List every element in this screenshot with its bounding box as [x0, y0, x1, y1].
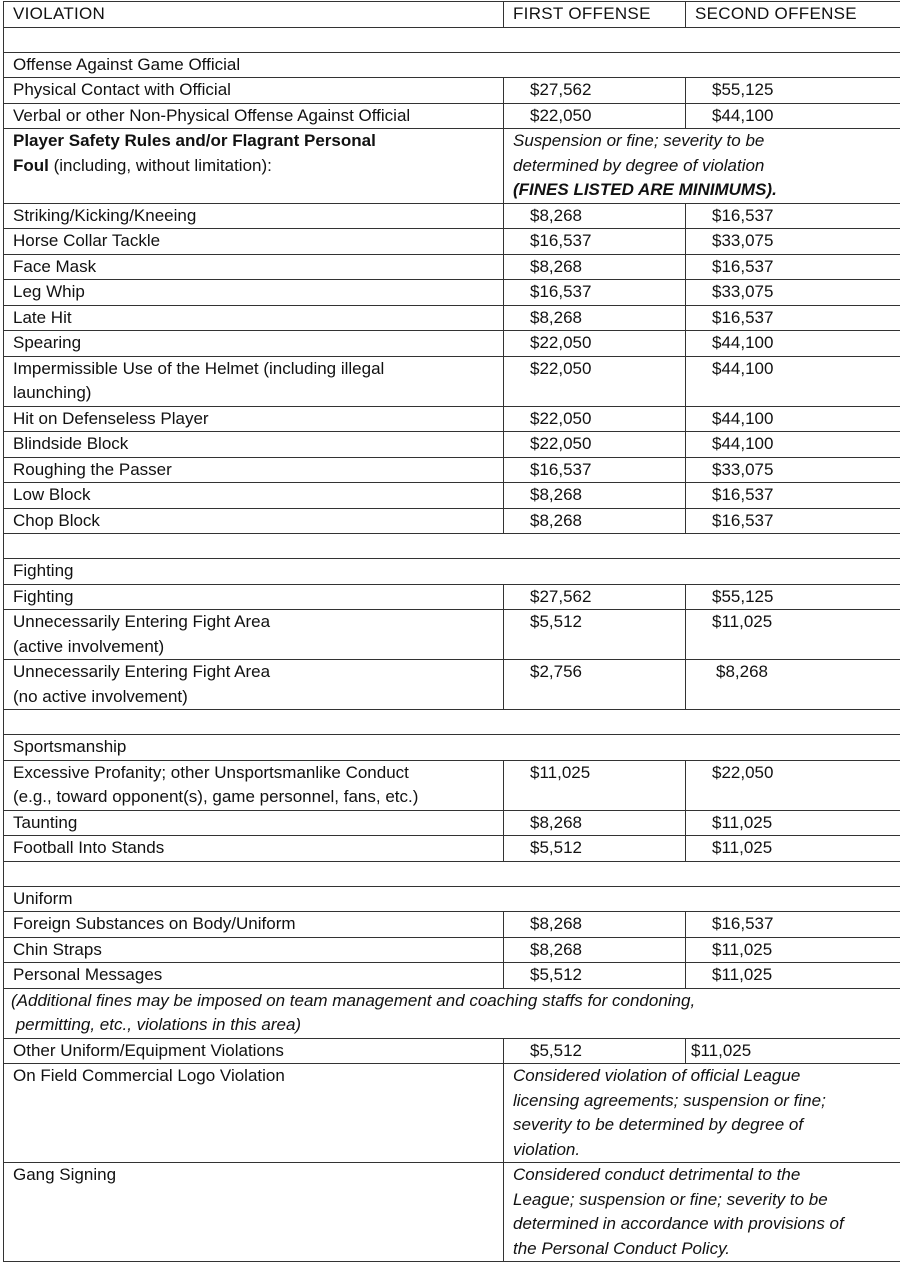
- second-offense-fine: $44,100: [686, 356, 900, 406]
- first-offense-fine: $5,512: [504, 963, 686, 989]
- second-offense-fine: $44,100: [686, 406, 900, 432]
- violation-label: Horse Collar Tackle: [4, 229, 504, 255]
- safety-heading-foul: Foul: [13, 156, 49, 175]
- section-heading-row: [4, 129, 900, 204]
- violation-label: Blindside Block: [4, 432, 504, 458]
- violation-label: Personal Messages: [4, 963, 504, 989]
- second-offense-fine: $16,537: [686, 508, 900, 534]
- logo-note-cell: [504, 1064, 900, 1163]
- violation-label: [4, 760, 504, 810]
- table-row: [4, 331, 900, 357]
- table-row: [4, 836, 900, 862]
- table-row: [4, 508, 900, 534]
- first-offense-fine: $16,537: [504, 457, 686, 483]
- first-offense-fine: $27,562: [504, 584, 686, 610]
- table-row: [4, 610, 900, 660]
- gang-note-line-1: Considered conduct detrimental to the: [513, 1163, 900, 1188]
- table-row: [4, 810, 900, 836]
- second-offense-fine: $11,025: [686, 836, 900, 862]
- table-row: [4, 432, 900, 458]
- first-offense-fine: $11,025: [504, 760, 686, 810]
- table-row: [4, 963, 900, 989]
- helmet-label-line-1: Impermissible Use of the Helmet (including illegal: [13, 357, 503, 382]
- logo-note-line-2: licensing agreements; suspension or fine;: [513, 1089, 900, 1114]
- spacer-row: [4, 534, 900, 559]
- spacer-row: [4, 861, 900, 886]
- violation-label: Spearing: [4, 331, 504, 357]
- table-row: [4, 78, 900, 104]
- first-offense-fine: $22,050: [504, 331, 686, 357]
- table-row: [4, 1038, 900, 1064]
- first-offense-fine: $8,268: [504, 937, 686, 963]
- second-offense-fine: $16,537: [686, 203, 900, 229]
- table-row: [4, 1163, 900, 1262]
- spacer-row: [4, 27, 900, 52]
- uniform-note-cell: [4, 988, 900, 1038]
- second-offense-fine: $16,537: [686, 305, 900, 331]
- header-row: [4, 2, 900, 28]
- safety-note-line-2: determined by degree of violation: [513, 154, 900, 179]
- second-offense-fine: $11,025: [686, 1038, 900, 1064]
- table-row: [4, 483, 900, 509]
- second-offense-fine: $55,125: [686, 584, 900, 610]
- violation-label: Fighting: [4, 584, 504, 610]
- first-offense-fine: $16,537: [504, 280, 686, 306]
- first-offense-fine: $22,050: [504, 103, 686, 129]
- second-offense-fine: $33,075: [686, 229, 900, 255]
- table-row: [4, 356, 900, 406]
- first-offense-fine: $5,512: [504, 836, 686, 862]
- table-row: [4, 1064, 900, 1163]
- safety-heading-line-2: [13, 154, 503, 179]
- violation-label: Low Block: [4, 483, 504, 509]
- helmet-label-line-2: launching): [13, 381, 503, 406]
- logo-note-line-3: severity to be determined by degree of: [513, 1113, 900, 1138]
- table-row: [4, 229, 900, 255]
- header-second-offense: SECOND OFFENSE: [686, 2, 900, 28]
- header-violation: VIOLATION: [4, 2, 504, 28]
- violation-label: Chin Straps: [4, 937, 504, 963]
- second-offense-fine: $33,075: [686, 457, 900, 483]
- section-uniform-heading: Uniform: [4, 886, 900, 912]
- gang-violation-label: Gang Signing: [4, 1163, 504, 1262]
- second-offense-fine: $8,268: [686, 660, 900, 710]
- fight-active-line-1: Unnecessarily Entering Fight Area: [13, 610, 503, 635]
- spacer-row: [4, 710, 900, 735]
- second-offense-fine: $55,125: [686, 78, 900, 104]
- spacer-cell: [4, 534, 900, 559]
- safety-heading-line-1: Player Safety Rules and/or Flagrant Personal: [13, 129, 503, 154]
- violation-label: Verbal or other Non-Physical Offense Against Official: [4, 103, 504, 129]
- section-heading-row: [4, 735, 900, 761]
- spacer-cell: [4, 710, 900, 735]
- first-offense-fine: $8,268: [504, 483, 686, 509]
- table-row: [4, 584, 900, 610]
- header-first-offense: FIRST OFFENSE: [504, 2, 686, 28]
- first-offense-fine: $8,268: [504, 203, 686, 229]
- first-offense-fine: $2,756: [504, 660, 686, 710]
- section-heading-row: [4, 52, 900, 78]
- first-offense-fine: $22,050: [504, 432, 686, 458]
- safety-heading-rest: (including, without limitation):: [49, 156, 272, 175]
- violation-label: [4, 356, 504, 406]
- second-offense-fine: $16,537: [686, 483, 900, 509]
- section-heading-row: [4, 559, 900, 585]
- gang-note-line-4: the Personal Conduct Policy.: [513, 1237, 900, 1262]
- spacer-cell: [4, 861, 900, 886]
- table-row: [4, 103, 900, 129]
- second-offense-fine: $11,025: [686, 937, 900, 963]
- violation-label: Chop Block: [4, 508, 504, 534]
- fight-passive-line-1: Unnecessarily Entering Fight Area: [13, 660, 503, 685]
- table-row: [4, 280, 900, 306]
- logo-note-line-4: violation.: [513, 1138, 900, 1163]
- violation-label: Face Mask: [4, 254, 504, 280]
- second-offense-fine: $11,025: [686, 963, 900, 989]
- fight-active-line-2: (active involvement): [13, 635, 503, 660]
- first-offense-fine: $5,512: [504, 610, 686, 660]
- safety-note-cell: [504, 129, 900, 204]
- violation-label: Foreign Substances on Body/Uniform: [4, 912, 504, 938]
- uniform-note-line-2: permitting, etc., violations in this area): [11, 1013, 900, 1038]
- second-offense-fine: $44,100: [686, 103, 900, 129]
- first-offense-fine: $8,268: [504, 305, 686, 331]
- logo-note-line-1: Considered violation of official League: [513, 1064, 900, 1089]
- first-offense-fine: $8,268: [504, 254, 686, 280]
- second-offense-fine: $22,050: [686, 760, 900, 810]
- second-offense-fine: $16,537: [686, 912, 900, 938]
- uniform-note-row: [4, 988, 900, 1038]
- section-safety-heading: [4, 129, 504, 204]
- logo-violation-label: On Field Commercial Logo Violation: [4, 1064, 504, 1163]
- violation-label: Striking/Kicking/Kneeing: [4, 203, 504, 229]
- first-offense-fine: $8,268: [504, 508, 686, 534]
- first-offense-fine: $8,268: [504, 912, 686, 938]
- second-offense-fine: $44,100: [686, 331, 900, 357]
- table-row: [4, 660, 900, 710]
- second-offense-fine: $44,100: [686, 432, 900, 458]
- violation-label: Taunting: [4, 810, 504, 836]
- table-row: [4, 406, 900, 432]
- second-offense-fine: $11,025: [686, 610, 900, 660]
- fines-table: [3, 1, 900, 1262]
- table-row: [4, 937, 900, 963]
- profanity-line-2: (e.g., toward opponent(s), game personnel, fans, etc.): [13, 785, 503, 810]
- violation-label: [4, 660, 504, 710]
- violation-label: Physical Contact with Official: [4, 78, 504, 104]
- fight-passive-line-2: (no active involvement): [13, 685, 503, 710]
- violation-label: Late Hit: [4, 305, 504, 331]
- gang-note-line-3: determined in accordance with provisions of: [513, 1212, 900, 1237]
- violation-label: Other Uniform/Equipment Violations: [4, 1038, 504, 1064]
- safety-note-line-3: (FINES LISTED ARE MINIMUMS).: [513, 178, 900, 203]
- violation-label: [4, 610, 504, 660]
- table-row: [4, 203, 900, 229]
- first-offense-fine: $22,050: [504, 356, 686, 406]
- violation-label: Hit on Defenseless Player: [4, 406, 504, 432]
- violation-label: Leg Whip: [4, 280, 504, 306]
- table-row: [4, 457, 900, 483]
- table-row: [4, 305, 900, 331]
- table-row: [4, 912, 900, 938]
- first-offense-fine: $22,050: [504, 406, 686, 432]
- section-fighting-heading: Fighting: [4, 559, 900, 585]
- first-offense-fine: $27,562: [504, 78, 686, 104]
- table-row: [4, 760, 900, 810]
- section-official-heading: Offense Against Game Official: [4, 52, 900, 78]
- gang-note-line-2: League; suspension or fine; severity to be: [513, 1188, 900, 1213]
- table-row: [4, 254, 900, 280]
- section-sportsmanship-heading: Sportsmanship: [4, 735, 900, 761]
- second-offense-fine: $33,075: [686, 280, 900, 306]
- safety-note-line-1: Suspension or fine; severity to be: [513, 129, 900, 154]
- uniform-note-line-1: (Additional fines may be imposed on team management and coaching staffs for condoning,: [11, 989, 900, 1014]
- section-heading-row: [4, 886, 900, 912]
- violation-label: Roughing the Passer: [4, 457, 504, 483]
- first-offense-fine: $8,268: [504, 810, 686, 836]
- gang-note-cell: [504, 1163, 900, 1262]
- second-offense-fine: $16,537: [686, 254, 900, 280]
- second-offense-fine: $11,025: [686, 810, 900, 836]
- violation-label: Football Into Stands: [4, 836, 504, 862]
- profanity-line-1: Excessive Profanity; other Unsportsmanlike Conduct: [13, 761, 503, 786]
- first-offense-fine: $5,512: [504, 1038, 686, 1064]
- spacer-cell: [4, 27, 900, 52]
- first-offense-fine: $16,537: [504, 229, 686, 255]
